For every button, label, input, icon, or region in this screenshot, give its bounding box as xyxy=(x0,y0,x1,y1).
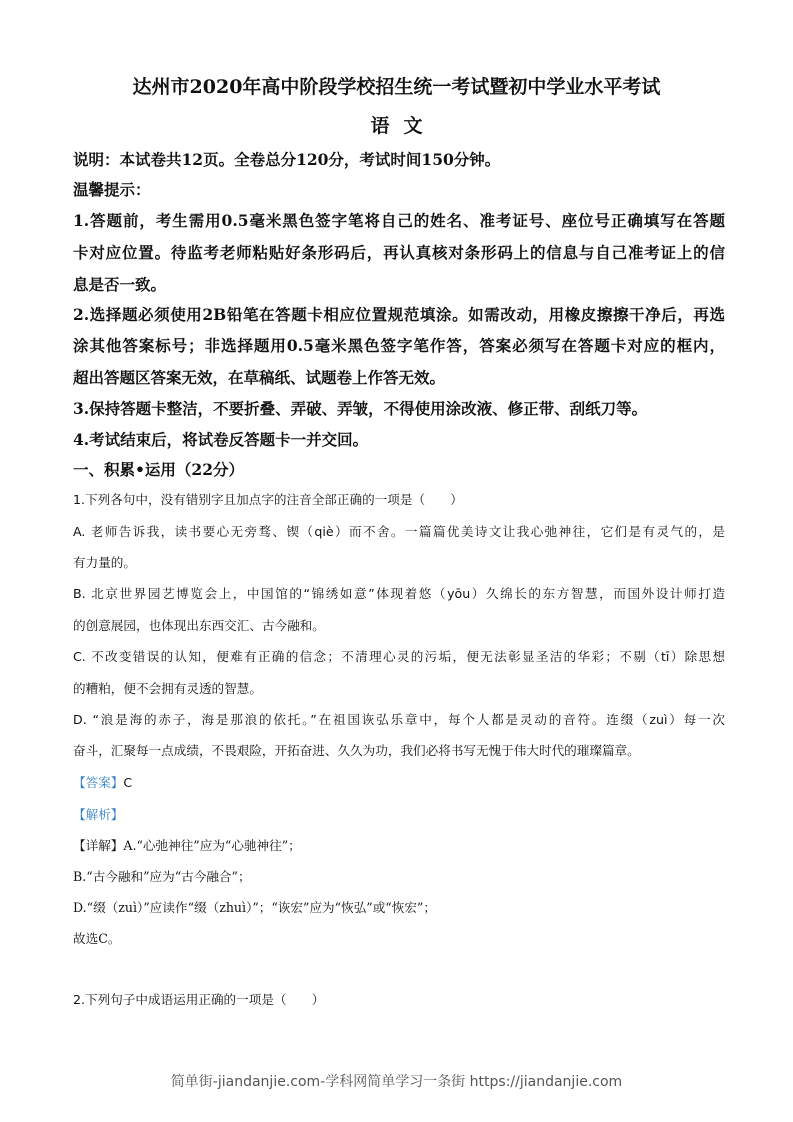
tip-2-line: 2.选择题必须使用2B铅笔在答题卡相应位置规范填涂。如需改动，用橡皮擦擦干净后，再选 xyxy=(73,305,725,324)
option-b: B. 北京世界园艺博览会上，中国馆的“锦绣如意”体现着悠（yōu）久绵长的东方智慧，而国外设计师打造 xyxy=(73,586,725,601)
detail-line: 【详解】A.“心弛神往”应为“心驰神往”； xyxy=(73,838,301,853)
subject-title: 语文 xyxy=(370,115,437,137)
option-a: A. 老师告诉我，读书要心无旁骛、锲（qiè）而不舍。一篇篇优美诗文让我心弛神往，它们是有灵气的，是 xyxy=(73,524,725,539)
question-2-stem: 2.下列句子中成语运用正确的一项是（ ） xyxy=(73,992,325,1007)
exam-title: 达州市2020年高中阶段学校招生统一考试暨初中学业水平考试 xyxy=(132,76,661,98)
intro-note: 说明：本试卷共12页。全卷总分120分，考试时间150分钟。 xyxy=(73,150,501,169)
question-1-stem: 1.下列各句中，没有错别字且加点字的注音全部正确的一项是（ ） xyxy=(73,492,463,507)
tip-1-line: 息是否一致。 xyxy=(73,275,167,294)
option-d: D. “浪是海的赤子，海是那浪的依托。”在祖国诙弘乐章中，每个人都是灵动的音符。连缀（zuì）每一次 xyxy=(73,712,725,727)
answer-value: C xyxy=(123,775,133,790)
section-heading: 一、积累•运用（22分） xyxy=(73,460,244,479)
option-d: 奋斗，汇聚每一点成绩，不畏艰险，开拓奋进、久久为功，我们必将书写无愧于伟大时代的璀璨篇章。 xyxy=(73,743,640,758)
footer-watermark: 简单街-jiandanjie.com-学科网简单学习一条街 https://jiandanjie.com xyxy=(170,1074,623,1090)
tip-2-line: 超出答题区答案无效，在草稿纸、试题卷上作答无效。 xyxy=(73,368,446,387)
tip-4: 4.考试结束后，将试卷反答题卡一并交回。 xyxy=(73,430,369,449)
option-c: 的糟粕，便不会拥有灵透的智慧。 xyxy=(73,681,262,696)
tip-3: 3.保持答题卡整洁，不要折叠、弄破、弄皱，不得使用涂改液、修正带、刮纸刀等。 xyxy=(73,399,648,418)
tip-2-line: 涂其他答案标号；非选择题用0.5毫米黑色签字笔作答，答案必须写在答题卡对应的框内， xyxy=(73,336,725,355)
option-c: C. 不改变错误的认知，便难有正确的信念；不清理心灵的污垢，便无法彰显圣洁的华彩；不剔（tī）除思想 xyxy=(73,649,725,664)
tips-heading: 温馨提示： xyxy=(73,180,151,199)
analysis-label: 【解析】 xyxy=(73,807,124,822)
option-a: 有力量的。 xyxy=(73,555,136,570)
tip-1-line: 1.答题前，考生需用0.5毫米黑色签字笔将自己的姓名、准考证号、座位号正确填写在答题 xyxy=(73,211,725,230)
tip-1-line: 卡对应位置。待监考老师粘贴好条形码后，再认真核对条形码上的信息与自己准考证上的信 xyxy=(73,243,725,262)
option-b: 的创意展园，也体现出东西交汇、古今融和。 xyxy=(73,618,325,633)
detail-line: D.“缀（zuì）”应读作“缀（zhuì）”；“诙宏”应为“恢弘”或“恢宏”； xyxy=(73,900,436,915)
detail-line: 故选C。 xyxy=(73,931,121,946)
answer-line xyxy=(73,773,725,793)
answer-label: 【答案】 xyxy=(73,775,124,790)
detail-line: B.“古今融和”应为“古今融合”； xyxy=(73,869,251,884)
